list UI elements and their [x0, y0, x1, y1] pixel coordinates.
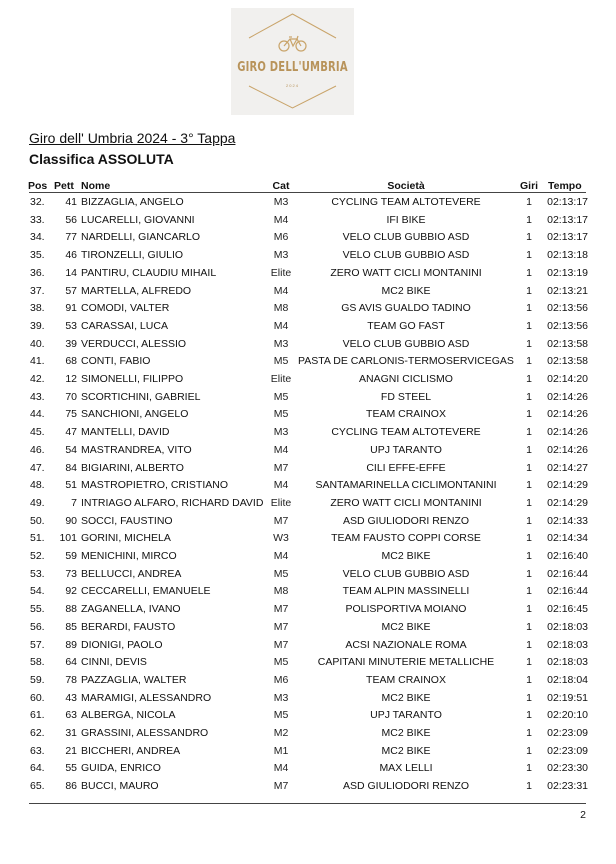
row-nome: SCORTICHINI, GABRIEL — [81, 390, 201, 403]
row-tempo: 02:18:04 — [547, 673, 588, 686]
table-row — [0, 548, 616, 566]
col-tempo: Tempo — [548, 180, 582, 192]
row-pett: 75 — [65, 408, 77, 421]
row-cat: M4 — [273, 443, 289, 456]
table-row — [0, 336, 616, 354]
row-pett: 31 — [65, 727, 77, 739]
row-pett: 68 — [65, 355, 77, 368]
table-row — [0, 601, 616, 619]
row-pos: 34. — [30, 231, 45, 244]
row-cat: M4 — [273, 479, 289, 492]
row-cat: M5 — [273, 408, 289, 421]
page-number: 2 — [580, 809, 586, 821]
row-societa: SANTAMARINELLA CICLIMONTANINI — [315, 479, 497, 492]
row-giri: 1 — [526, 532, 532, 545]
row-tempo: 02:14:29 — [547, 496, 588, 509]
row-pos: 57. — [30, 638, 45, 651]
row-tempo: 02:16:44 — [547, 585, 588, 598]
row-pett: 86 — [65, 780, 77, 793]
table-row — [0, 725, 616, 743]
row-pos: 43. — [30, 390, 45, 403]
row-giri: 1 — [526, 266, 532, 279]
row-societa: ASD GIULIODORI RENZO — [342, 514, 469, 527]
row-nome: TIRONZELLI, GIULIO — [81, 249, 184, 262]
table-row — [0, 424, 616, 442]
row-nome: CECCARELLI, EMANUELE — [81, 585, 211, 598]
row-tempo: 02:13:56 — [547, 319, 588, 332]
table-row — [0, 530, 616, 548]
row-tempo: 02:16:45 — [547, 603, 588, 616]
row-pett: 47 — [65, 426, 77, 439]
table-row — [0, 229, 616, 247]
row-giri: 1 — [526, 762, 532, 775]
row-pett: 64 — [65, 656, 77, 669]
row-societa: TEAM FAUSTO COPPI CORSE — [331, 532, 481, 545]
row-cat: M5 — [273, 656, 289, 669]
header-divider — [29, 192, 586, 193]
row-cat: Elite — [270, 266, 292, 279]
row-pos: 40. — [30, 337, 45, 350]
footer-divider — [29, 803, 586, 804]
row-cat: M7 — [273, 620, 289, 633]
row-pos: 54. — [30, 585, 45, 598]
table-row — [0, 707, 616, 725]
row-cat: W3 — [273, 532, 289, 545]
row-giri: 1 — [526, 231, 532, 244]
row-giri: 1 — [526, 443, 532, 456]
row-pett: 84 — [65, 461, 77, 474]
row-nome: NARDELLI, GIANCARLO — [81, 231, 201, 244]
row-pos: 42. — [30, 373, 45, 385]
row-pos: 61. — [30, 709, 45, 722]
row-giri: 1 — [526, 567, 532, 580]
row-nome: MARTELLA, ALFREDO — [81, 284, 192, 297]
row-giri: 1 — [526, 213, 532, 226]
table-row — [0, 442, 616, 460]
row-pos: 49. — [30, 496, 45, 509]
row-tempo: 02:13:17 — [547, 196, 588, 208]
bicycle-icon — [279, 36, 306, 51]
row-cat: M3 — [273, 249, 289, 262]
row-tempo: 02:13:58 — [547, 355, 588, 368]
row-cat: M4 — [273, 762, 289, 775]
row-societa: PASTA DE CARLONIS-TERMOSERVICEGAS — [298, 355, 514, 368]
row-societa: ANAGNI CICLISMO — [359, 373, 453, 385]
row-tempo: 02:16:44 — [547, 567, 588, 580]
row-cat: M3 — [273, 426, 289, 439]
row-cat: M3 — [273, 196, 289, 208]
row-giri: 1 — [526, 620, 532, 633]
row-tempo: 02:14:29 — [547, 479, 588, 492]
table-row — [0, 654, 616, 672]
row-tempo: 02:20:10 — [547, 709, 588, 722]
row-pos: 52. — [30, 550, 45, 562]
row-nome: COMODI, VALTER — [81, 302, 170, 315]
row-pett: 90 — [65, 514, 77, 527]
row-giri: 1 — [526, 585, 532, 598]
table-row — [0, 353, 616, 371]
row-nome: SOCCI, FAUSTINO — [81, 514, 173, 527]
row-nome: ZAGANELLA, IVANO — [81, 603, 181, 616]
row-nome: VERDUCCI, ALESSIO — [81, 337, 187, 350]
row-pett: 12 — [65, 373, 77, 385]
row-societa: TEAM CRAINOX — [366, 673, 446, 686]
row-cat: M7 — [273, 514, 289, 527]
row-giri: 1 — [526, 780, 532, 793]
row-nome: MANTELLI, DAVID — [81, 426, 170, 439]
row-pos: 56. — [30, 620, 45, 633]
row-societa: MC2 BIKE — [381, 620, 431, 633]
table-row — [0, 247, 616, 265]
row-societa: MAX LELLI — [379, 762, 433, 775]
row-societa: FD STEEL — [380, 390, 432, 403]
row-tempo: 02:23:31 — [547, 780, 588, 793]
col-nome: Nome — [81, 180, 111, 192]
row-societa: UPJ TARANTO — [370, 709, 442, 722]
row-giri: 1 — [526, 514, 532, 527]
row-tempo: 02:14:26 — [547, 426, 588, 439]
row-societa: POLISPORTIVA MOIANO — [345, 603, 467, 616]
row-societa: VELO CLUB GUBBIO ASD — [342, 567, 470, 580]
row-societa: ACSI NAZIONALE ROMA — [345, 638, 467, 651]
row-cat: M8 — [273, 302, 289, 315]
row-pett: 7 — [71, 496, 77, 509]
row-cat: M5 — [273, 355, 289, 368]
row-giri: 1 — [526, 461, 532, 474]
row-nome: BELLUCCI, ANDREA — [81, 567, 182, 580]
row-cat: M2 — [273, 727, 289, 739]
row-nome: CINNI, DEVIS — [81, 656, 147, 669]
table-row — [0, 495, 616, 513]
row-giri: 1 — [526, 337, 532, 350]
row-pos: 55. — [30, 603, 45, 616]
row-pett: 46 — [65, 249, 77, 262]
row-giri: 1 — [526, 355, 532, 368]
row-pos: 50. — [30, 514, 45, 527]
row-cat: M7 — [273, 638, 289, 651]
row-giri: 1 — [526, 709, 532, 722]
row-cat: M3 — [273, 691, 289, 704]
table-row — [0, 460, 616, 478]
row-pett: 92 — [65, 585, 77, 598]
row-pos: 65. — [30, 780, 45, 793]
col-cat: Cat — [272, 180, 290, 192]
row-pett: 51 — [65, 479, 77, 492]
row-nome: BIZZAGLIA, ANGELO — [81, 196, 184, 208]
row-giri: 1 — [526, 249, 532, 262]
row-nome: MENICHINI, MIRCO — [81, 550, 177, 562]
row-cat: M8 — [273, 585, 289, 598]
table-row — [0, 583, 616, 601]
table-row — [0, 637, 616, 655]
row-pos: 62. — [30, 727, 45, 739]
row-tempo: 02:19:51 — [547, 691, 588, 704]
ranking-subtitle: Classifica ASSOLUTA — [29, 151, 174, 167]
row-pett: 70 — [65, 390, 77, 403]
row-pos: 64. — [30, 762, 45, 775]
row-pos: 63. — [30, 744, 45, 757]
row-tempo: 02:14:27 — [547, 461, 588, 474]
row-giri: 1 — [526, 284, 532, 297]
table-row — [0, 371, 616, 389]
row-nome: GUIDA, ENRICO — [81, 762, 161, 775]
row-nome: INTRIAGO ALFARO, RICHARD DAVID — [81, 496, 264, 509]
row-pett: 21 — [65, 744, 77, 757]
row-nome: BERARDI, FAUSTO — [81, 620, 176, 633]
row-pos: 60. — [30, 691, 45, 704]
row-giri: 1 — [526, 408, 532, 421]
row-pos: 32. — [30, 196, 45, 208]
row-tempo: 02:13:58 — [547, 337, 588, 350]
row-societa: ZERO WATT CICLI MONTANINI — [330, 266, 482, 279]
row-societa: MC2 BIKE — [381, 691, 431, 704]
table-row — [0, 619, 616, 637]
table-row — [0, 513, 616, 531]
row-societa: CAPITANI MINUTERIE METALLICHE — [317, 656, 495, 669]
row-nome: PANTIRU, CLAUDIU MIHAIL — [81, 266, 217, 279]
row-pos: 58. — [30, 656, 45, 669]
row-nome: GORINI, MICHELA — [81, 532, 171, 545]
row-giri: 1 — [526, 390, 532, 403]
row-nome: GRASSINI, ALESSANDRO — [81, 727, 209, 739]
row-pos: 53. — [30, 567, 45, 580]
row-tempo: 02:23:09 — [547, 744, 588, 757]
row-societa: GS AVIS GUALDO TADINO — [341, 302, 471, 315]
row-societa: ASD GIULIODORI RENZO — [342, 780, 469, 793]
col-societa: Società — [387, 180, 425, 192]
table-row — [0, 389, 616, 407]
row-nome: BIGIARINI, ALBERTO — [81, 461, 184, 474]
table-row — [0, 672, 616, 690]
row-cat: M4 — [273, 319, 289, 332]
row-cat: Elite — [270, 496, 292, 509]
row-giri: 1 — [526, 744, 532, 757]
row-tempo: 02:23:09 — [547, 727, 588, 739]
row-nome: BUCCI, MAURO — [81, 780, 159, 793]
row-tempo: 02:13:21 — [547, 284, 588, 297]
row-pett: 77 — [65, 231, 77, 244]
row-societa: VELO CLUB GUBBIO ASD — [342, 337, 470, 350]
race-logo — [231, 8, 354, 115]
row-giri: 1 — [526, 426, 532, 439]
row-giri: 1 — [526, 496, 532, 509]
row-nome: SIMONELLI, FILIPPO — [81, 373, 184, 385]
row-tempo: 02:13:17 — [547, 231, 588, 244]
row-tempo: 02:13:17 — [547, 213, 588, 226]
table-row — [0, 212, 616, 230]
row-pett: 43 — [65, 691, 77, 704]
row-pett: 78 — [65, 673, 77, 686]
row-pett: 101 — [59, 532, 77, 545]
row-giri: 1 — [526, 603, 532, 616]
row-tempo: 02:14:26 — [547, 443, 588, 456]
table-row — [0, 265, 616, 283]
row-pett: 39 — [65, 337, 77, 350]
row-pos: 48. — [30, 479, 45, 492]
row-cat: M5 — [273, 709, 289, 722]
row-giri: 1 — [526, 691, 532, 704]
row-pos: 59. — [30, 673, 45, 686]
row-pett: 53 — [65, 319, 77, 332]
row-pos: 47. — [30, 461, 45, 474]
row-giri: 1 — [526, 673, 532, 686]
row-pos: 51. — [30, 532, 45, 545]
row-societa: ZERO WATT CICLI MONTANINI — [330, 496, 482, 509]
page-title: Giro dell' Umbria 2024 - 3° Tappa — [29, 130, 236, 146]
row-pett: 89 — [65, 638, 77, 651]
row-cat: M1 — [273, 744, 289, 757]
col-pos: Pos — [28, 180, 48, 192]
row-tempo: 02:23:30 — [547, 762, 588, 775]
row-societa: VELO CLUB GUBBIO ASD — [342, 249, 470, 262]
row-pett: 63 — [65, 709, 77, 722]
row-tempo: 02:13:19 — [547, 266, 588, 279]
row-pett: 73 — [65, 567, 77, 580]
row-societa: CILI EFFE-EFFE — [366, 461, 446, 474]
row-cat: M6 — [273, 231, 289, 244]
table-row — [0, 406, 616, 424]
row-cat: M6 — [273, 673, 289, 686]
row-pett: 41 — [65, 196, 77, 208]
row-societa: UPJ TARANTO — [370, 443, 442, 456]
row-giri: 1 — [526, 196, 532, 208]
row-tempo: 02:18:03 — [547, 638, 588, 651]
row-pos: 38. — [30, 302, 45, 315]
table-row — [0, 760, 616, 778]
row-tempo: 02:13:56 — [547, 302, 588, 315]
row-nome: BICCHERI, ANDREA — [81, 744, 181, 757]
row-pett: 55 — [65, 762, 77, 775]
row-giri: 1 — [526, 302, 532, 315]
row-tempo: 02:18:03 — [547, 620, 588, 633]
row-nome: DIONIGI, PAOLO — [81, 638, 163, 651]
row-pett: 54 — [65, 443, 77, 456]
row-tempo: 02:14:33 — [547, 514, 588, 527]
table-row — [0, 477, 616, 495]
row-giri: 1 — [526, 727, 532, 739]
row-societa: MC2 BIKE — [381, 284, 431, 297]
row-pett: 57 — [65, 284, 77, 297]
row-cat: M7 — [273, 603, 289, 616]
table-row — [0, 300, 616, 318]
row-pos: 36. — [30, 266, 45, 279]
row-societa: CYCLING TEAM ALTOTEVERE — [331, 426, 481, 439]
row-giri: 1 — [526, 373, 532, 385]
row-societa: VELO CLUB GUBBIO ASD — [342, 231, 470, 244]
row-pett: 85 — [65, 620, 77, 633]
row-tempo: 02:18:03 — [547, 656, 588, 669]
row-tempo: 02:13:18 — [547, 249, 588, 262]
logo-text: GIRO DELL'UMBRIA — [237, 60, 348, 75]
row-tempo: 02:14:26 — [547, 408, 588, 421]
row-nome: MARAMIGI, ALESSANDRO — [81, 691, 212, 704]
row-nome: MASTRANDREA, VITO — [81, 443, 192, 456]
row-pett: 59 — [65, 550, 77, 562]
row-societa: IFI BIKE — [386, 213, 426, 226]
row-nome: CARASSAI, LUCA — [81, 319, 168, 332]
row-societa: CYCLING TEAM ALTOTEVERE — [331, 196, 481, 208]
row-pett: 56 — [65, 213, 77, 226]
row-nome: MASTROPIETRO, CRISTIANO — [81, 479, 229, 492]
row-pos: 35. — [30, 249, 45, 262]
row-cat: M7 — [273, 461, 289, 474]
row-giri: 1 — [526, 479, 532, 492]
table-row — [0, 743, 616, 761]
col-pett: Pett — [54, 180, 74, 192]
row-pos: 45. — [30, 426, 45, 439]
row-pos: 41. — [30, 355, 45, 368]
col-giri: Giri — [520, 180, 539, 192]
row-pett: 91 — [65, 302, 77, 315]
row-giri: 1 — [526, 550, 532, 562]
row-giri: 1 — [526, 638, 532, 651]
row-nome: LUCARELLI, GIOVANNI — [81, 213, 195, 226]
row-cat: M3 — [273, 337, 289, 350]
row-cat: M4 — [273, 284, 289, 297]
table-row — [0, 283, 616, 301]
row-pos: 39. — [30, 319, 45, 332]
row-societa: MC2 BIKE — [381, 727, 431, 739]
row-pett: 88 — [65, 603, 77, 616]
row-giri: 1 — [526, 656, 532, 669]
table-row — [0, 690, 616, 708]
row-cat: M4 — [273, 213, 289, 226]
row-cat: M7 — [273, 780, 289, 793]
row-tempo: 02:14:26 — [547, 390, 588, 403]
row-tempo: 02:14:34 — [547, 532, 588, 545]
table-row — [0, 778, 616, 796]
row-pos: 46. — [30, 443, 45, 456]
table-row — [0, 194, 616, 212]
row-tempo: 02:16:40 — [547, 550, 588, 562]
row-societa: TEAM CRAINOX — [366, 408, 446, 421]
row-pos: 44. — [30, 408, 45, 421]
logo-year: 2024 — [286, 83, 299, 88]
row-nome: PAZZAGLIA, WALTER — [81, 673, 187, 686]
row-pos: 33. — [30, 213, 45, 226]
row-nome: ALBERGA, NICOLA — [81, 709, 176, 722]
row-tempo: 02:14:20 — [547, 373, 588, 385]
table-row — [0, 318, 616, 336]
row-cat: M5 — [273, 567, 289, 580]
row-nome: SANCHIONI, ANGELO — [81, 408, 189, 421]
row-societa: MC2 BIKE — [381, 744, 431, 757]
row-pos: 37. — [30, 284, 45, 297]
row-cat: Elite — [270, 373, 292, 385]
row-societa: MC2 BIKE — [381, 550, 431, 562]
row-cat: M4 — [273, 550, 289, 562]
row-giri: 1 — [526, 319, 532, 332]
table-row — [0, 566, 616, 584]
row-cat: M5 — [273, 390, 289, 403]
row-pett: 14 — [65, 266, 77, 279]
row-societa: TEAM ALPIN MASSINELLI — [342, 585, 470, 598]
row-nome: CONTI, FABIO — [81, 355, 151, 368]
row-societa: TEAM GO FAST — [367, 319, 445, 332]
